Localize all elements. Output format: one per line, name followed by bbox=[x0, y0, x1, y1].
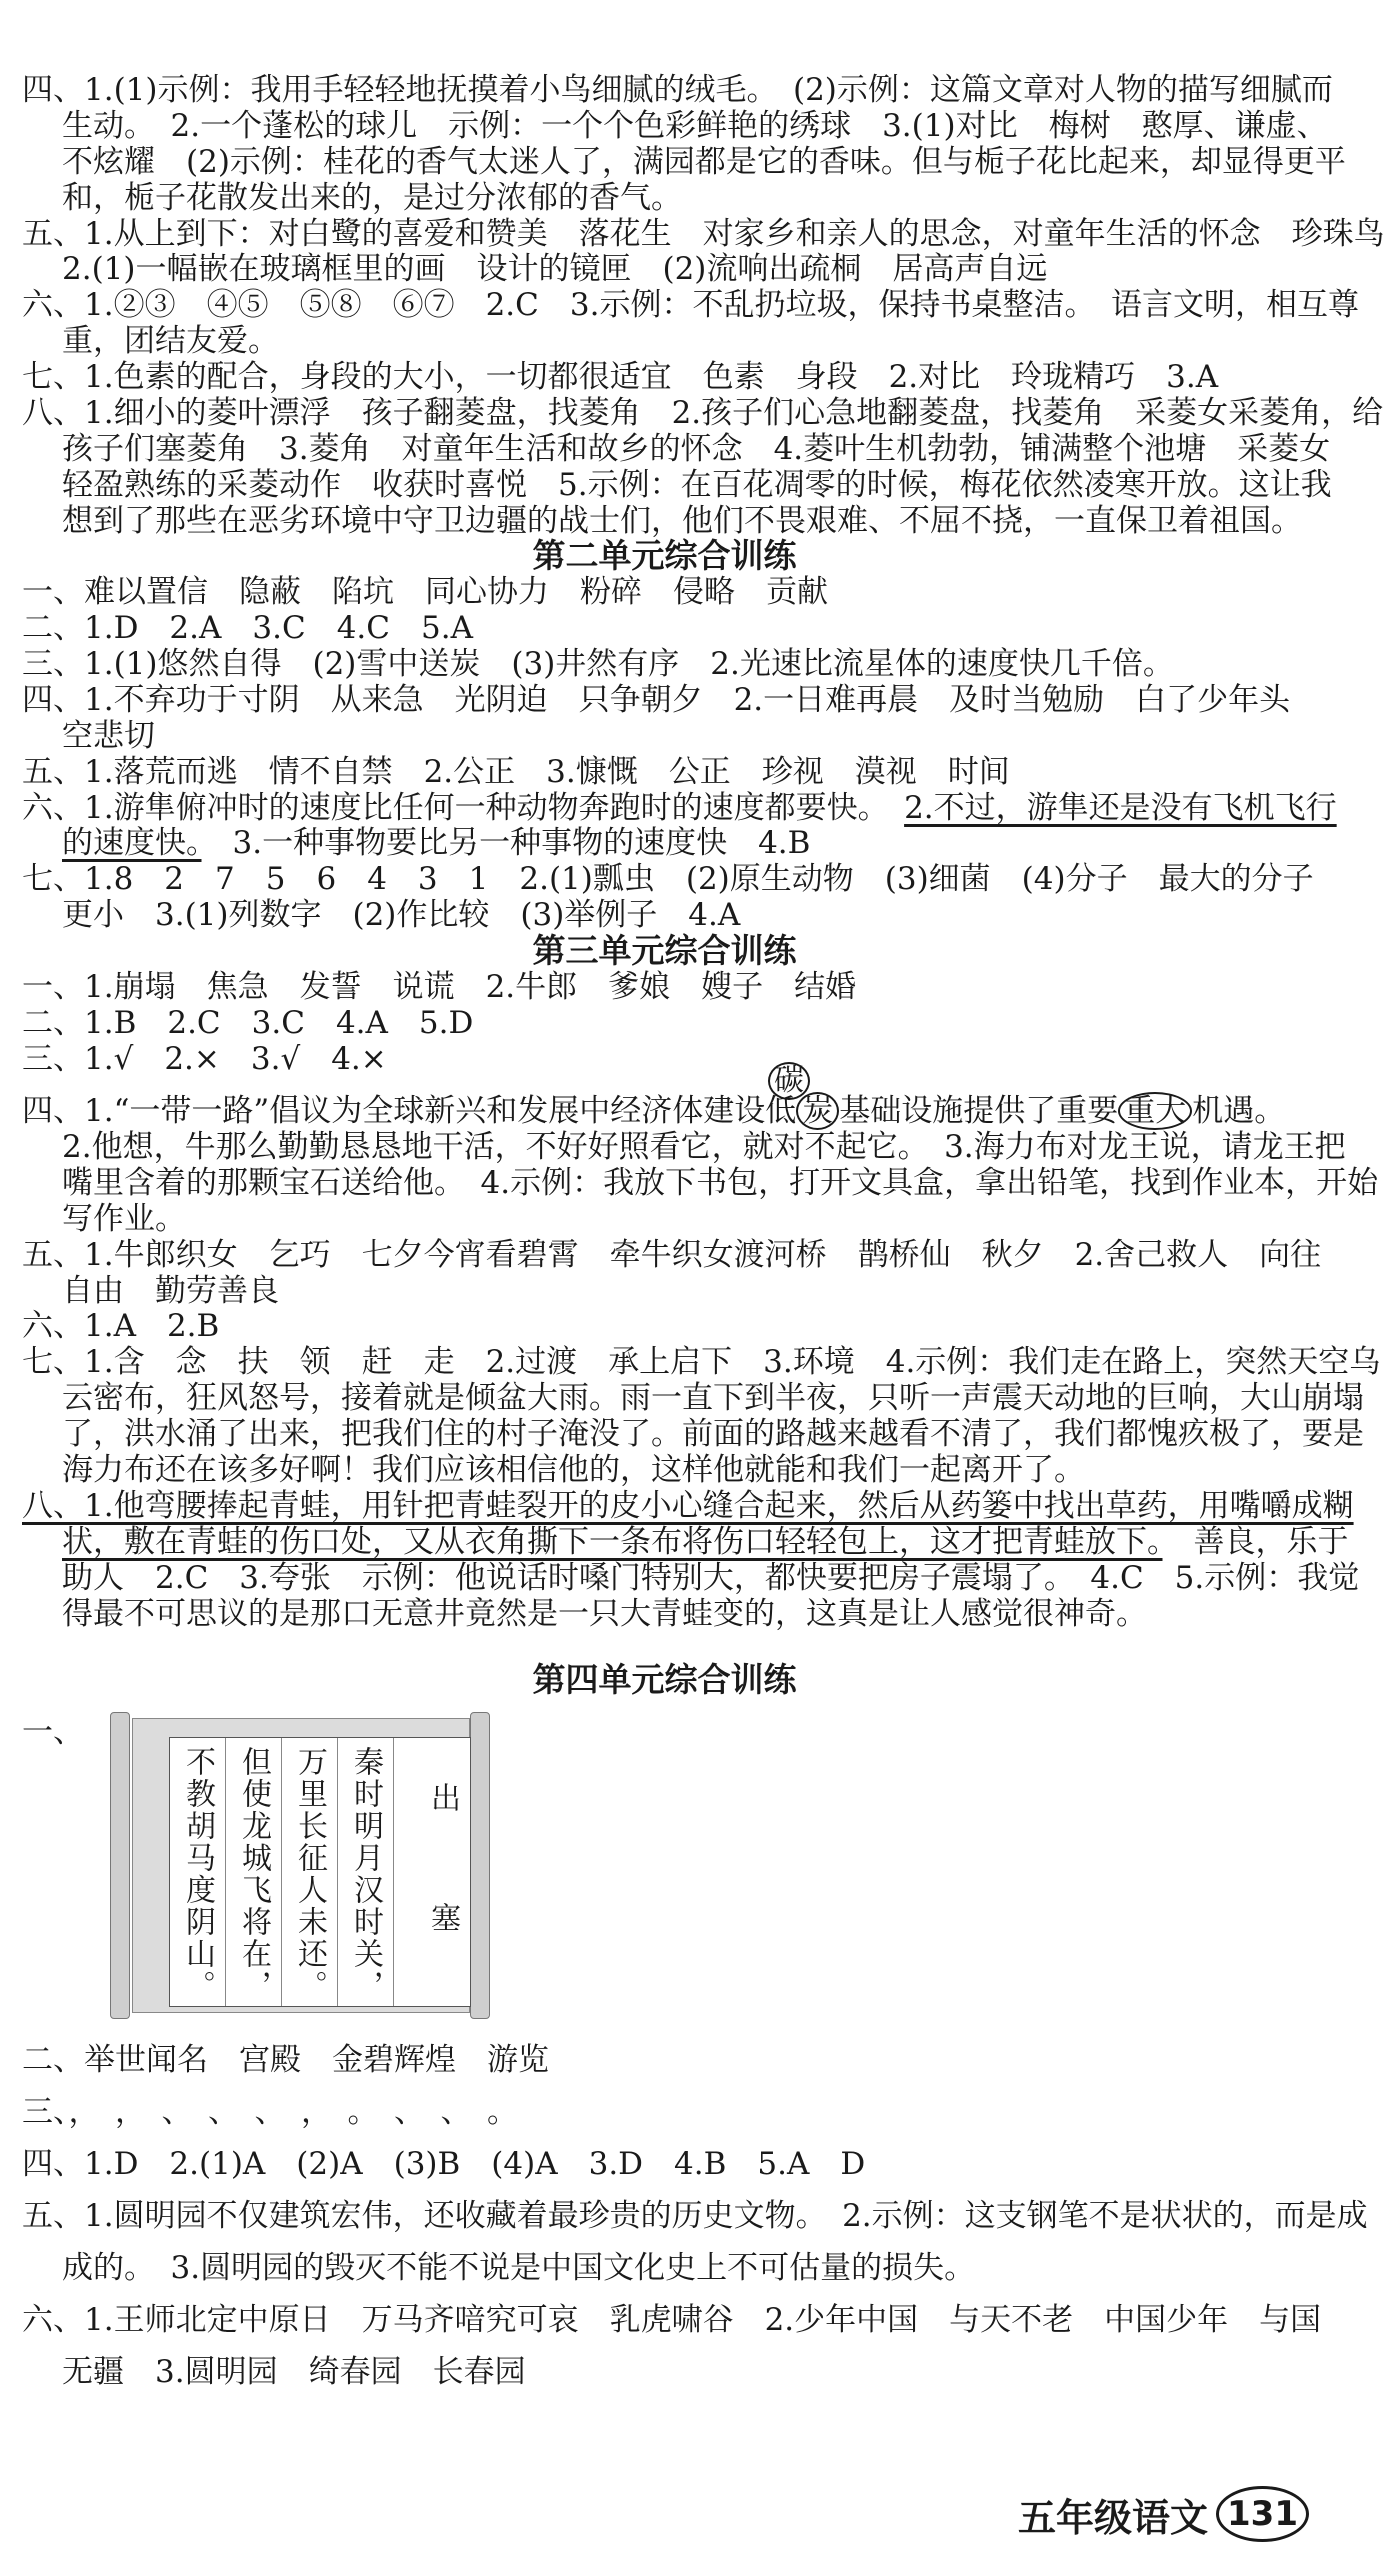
text-line: 五、1.圆明园不仅建筑宏伟，还收藏着最珍贵的历史文物。 2.示例：这支钢笔不是状状的，而是成 bbox=[22, 2198, 1368, 2234]
text-line: 孩子们塞菱角 3.菱角 对童年生活和故乡的怀念 4.菱叶生机勃勃，铺满整个池塘 采菱女 bbox=[62, 431, 1331, 467]
section-heading: 第四单元综合训练 bbox=[532, 1660, 797, 1699]
text-line: 一、1.崩塌 焦急 发誓 说谎 2.牛郎 爹娘 嫂子 结婚 bbox=[22, 969, 857, 1005]
scroll-rod bbox=[110, 1712, 130, 2019]
underlined-answer: 2.不过，游隼还是没有飞机飞行 bbox=[904, 790, 1337, 826]
text-line: 助人 2.C 3.夸张 示例：他说话时嗓门特别大，都快要把房子震塌了。 4.C 5.示例：我觉 bbox=[62, 1560, 1360, 1596]
text-line: 五、1.落荒而逃 情不自禁 2.公正 3.慷慨 公正 珍视 漠视 时间 bbox=[22, 754, 1010, 790]
text-line: 二、1.D 2.A 3.C 4.C 5.A bbox=[22, 610, 473, 646]
page-number: 131 bbox=[1216, 2486, 1309, 2542]
text-line: 六、1.②③ ④⑤ ⑤⑧ ⑥⑦ 2.C 3.示例：不乱扔垃圾，保持书桌整洁。 语言文明，相互尊 bbox=[22, 287, 1359, 323]
text-line: 四、1.(1)示例：我用手轻轻地抚摸着小鸟细腻的绒毛。 (2)示例：这篇文章对人物的描写细腻而 bbox=[22, 72, 1333, 108]
footer-label: 五年级语文 bbox=[1018, 2495, 1209, 2540]
text-line: 2.他想，牛那么勤勤恳恳地干活，不好好照看它，就对不起它。 3.海力布对龙王说，请龙王把 bbox=[62, 1129, 1346, 1165]
underlined-answer: 状，敷在青蛙的伤口处，又从衣角撕下一条布将伤口轻轻包上，这才把青蛙放下。 bbox=[62, 1524, 1163, 1560]
text-line: 海力布还在该多好啊！我们应该相信他的，这样他就能和我们一起离开了。 bbox=[62, 1452, 1085, 1488]
poem-scroll bbox=[110, 1712, 490, 2017]
text-line: 八、1.细小的菱叶漂浮 孩子翻菱盘，找菱角 2.孩子们心急地翻菱盘，找菱角 采菱女采菱角，给 bbox=[22, 395, 1384, 431]
page-footer bbox=[1018, 2486, 1309, 2542]
underlined-answer: 的速度快。 bbox=[62, 825, 202, 861]
text-line: 不炫耀 (2)示例：桂花的香气太迷人了，满园都是它的香味。但与栀子花比起来，却显得更平 bbox=[62, 144, 1346, 180]
text-line: 想到了那些在恶劣环境中守卫边疆的战士们，他们不畏艰难、不屈不挠，一直保卫着祖国。 bbox=[62, 503, 1302, 539]
text-line: 空悲切 bbox=[62, 718, 155, 754]
text-line: 的速度快。 3.一种事物要比另一种事物的速度快 4.B bbox=[62, 825, 811, 861]
circled-char: 炭 bbox=[796, 1092, 839, 1130]
text-line: 生动。 2.一个蓬松的球儿 示例：一个个色彩鲜艳的绣球 3.(1)对比 梅树 憨厚、谦虚、 bbox=[62, 108, 1328, 144]
correction-mark: 碳 bbox=[768, 1061, 810, 1101]
text-line: 八、1.他弯腰捧起青蛙，用针把青蛙裂开的皮小心缝合起来，然后从药篓中找出草药，用嘴嚼成糊 bbox=[22, 1488, 1354, 1524]
text-line: 了，洪水涌了出来，把我们住的村子淹没了。前面的路越来越看不清了，我们都愧疚极了，要是 bbox=[62, 1416, 1364, 1452]
poem-box bbox=[169, 1737, 471, 2007]
text-line: 写作业。 bbox=[62, 1201, 186, 1237]
text-line: 七、1.色素的配合，身段的大小，一切都很适宜 色素 身段 2.对比 玲珑精巧 3.A bbox=[22, 359, 1219, 395]
text-line: 七、1.8 2 7 5 6 4 3 1 2.(1)瓢虫 (2)原生动物 (3)细菌 (4)分子 最大的分子 bbox=[22, 861, 1314, 897]
text-line: 三、1.(1)悠然自得 (2)雪中送炭 (3)井然有序 2.光速比流星体的速度快几千倍。 bbox=[22, 646, 1174, 682]
poem-title: 出 塞 bbox=[425, 1782, 460, 1962]
poem-line: 但使龙城飞将在， bbox=[226, 1738, 282, 2006]
section-heading: 第三单元综合训练 bbox=[532, 931, 797, 970]
text-line: 轻盈熟练的采菱动作 收获时喜悦 5.示例：在百花凋零的时候，梅花依然凌寒开放。这让我 bbox=[62, 467, 1332, 503]
text-line: 成的。 3.圆明园的毁灭不能不说是中国文化史上不可估量的损失。 bbox=[62, 2250, 976, 2286]
text-line: 一、 bbox=[22, 1714, 84, 1750]
text-line: 五、1.从上到下：对白鹭的喜爱和赞美 落花生 对家乡和亲人的思念，对童年生活的怀念 珍珠鸟 bbox=[22, 216, 1385, 252]
scroll-panel bbox=[132, 1718, 470, 2013]
text-line: 自由 勤劳善良 bbox=[62, 1273, 279, 1309]
text-line: 三、， ， 、 、 、 ， 。 、 、 。 bbox=[22, 2094, 518, 2130]
text-line: 和，栀子花散发出来的，是过分浓郁的香气。 bbox=[62, 180, 682, 216]
text-line: 六、1.游隼俯冲时的速度比任何一种动物奔跑时的速度都要快。 2.不过，游隼还是没有飞机飞行 bbox=[22, 790, 1337, 826]
text-line: 更小 3.(1)列数字 (2)作比较 (3)举例子 4.A bbox=[62, 897, 741, 933]
text-line: 重，团结友爱。 bbox=[62, 323, 279, 359]
text-line: 二、1.B 2.C 3.C 4.A 5.D bbox=[22, 1005, 474, 1041]
text-line: 四、1.不弃功于寸阴 从来急 光阴迫 只争朝夕 2.一日难再晨 及时当勉励 白了少年头 bbox=[22, 682, 1291, 718]
text-line: 云密布，狂风怒号，接着就是倾盆大雨。雨一直下到半夜，只听一声震天动地的巨响，大山崩塌 bbox=[62, 1380, 1364, 1416]
text-line: 状，敷在青蛙的伤口处，又从衣角撕下一条布将伤口轻轻包上，这才把青蛙放下。 善良，乐于 bbox=[62, 1524, 1349, 1560]
text-line: 七、1.含 念 扶 领 赶 走 2.过渡 承上启下 3.环境 4.示例：我们走在路上，突然天空乌 bbox=[22, 1344, 1381, 1380]
circled-word: 重大 bbox=[1118, 1092, 1192, 1130]
text-line: 二、举世闻名 宫殿 金碧辉煌 游览 bbox=[22, 2042, 549, 2078]
text-line: 四、1.“一带一路”倡议为全球新兴和发展中经济体建设低 炭 基础设施提供了重要 重大 机遇。 bbox=[22, 1093, 1286, 1129]
text-line: 2.(1)一幅嵌在玻璃框里的画 设计的镜匣 (2)流响出疏桐 居高声自远 bbox=[62, 251, 1048, 287]
text-line: 五、1.牛郎织女 乞巧 七夕今宵看碧霄 牵牛织女渡河桥 鹊桥仙 秋夕 2.舍己救人 向往 bbox=[22, 1237, 1322, 1273]
text-line: 六、1.王师北定中原日 万马齐喑究可哀 乳虎啸谷 2.少年中国 与天不老 中国少年 与国 bbox=[22, 2302, 1322, 2338]
scroll-rod bbox=[470, 1712, 490, 2019]
text-line: 无疆 3.圆明园 绮春园 长春园 bbox=[62, 2354, 526, 2390]
poem-line: 秦时明月汉时关， bbox=[338, 1738, 394, 2006]
poem-line: 不教胡马度阴山。 bbox=[170, 1738, 226, 2006]
text-line: 六、1.A 2.B bbox=[22, 1308, 220, 1344]
text-line: 三、1.√ 2.× 3.√ 4.× bbox=[22, 1041, 387, 1077]
text-line: 四、1.D 2.(1)A (2)A (3)B (4)A 3.D 4.B 5.A D bbox=[22, 2146, 866, 2182]
poem-line: 万里长征人未还。 bbox=[282, 1738, 338, 2006]
text-line: 一、难以置信 隐蔽 陷坑 同心协力 粉碎 侵略 贡献 bbox=[22, 574, 828, 610]
text-line: 得最不可思议的是那口无意井竟然是一只大青蛙变的，这真是让人感觉很神奇。 bbox=[62, 1596, 1147, 1632]
text-line: 嘴里含着的那颗宝石送给他。 4.示例：我放下书包，打开文具盒，拿出铅笔，找到作业本，开始 bbox=[62, 1165, 1379, 1201]
section-heading: 第二单元综合训练 bbox=[532, 536, 797, 575]
